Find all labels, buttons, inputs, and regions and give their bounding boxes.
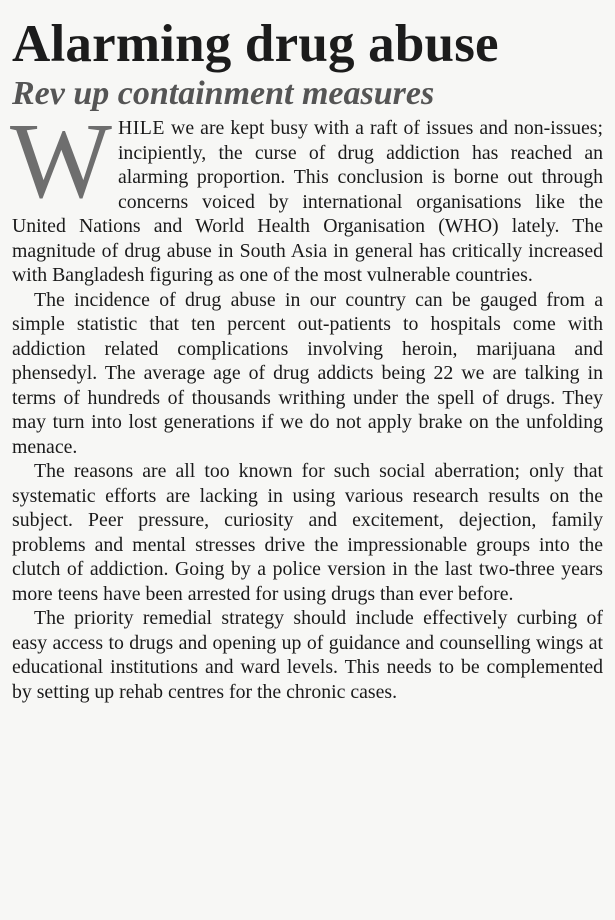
article-body [10,102,603,704]
drop-cap: W [10,102,112,221]
paragraph-3: The reasons are all too known for such social aberration; only that systematic efforts are lacking in using various research results on the subject. Peer pressure, curiosity and excitement, dejection, family problems and mental stresses drive the impressionable groups into the clutch of addiction. Going by a police version in the last two-three years more teens have been arrested for using drugs than ever before. [12,460,603,605]
lead-in: HILE [117,117,165,139]
paragraph-4: The priority remedial strategy should include effectively curbing of easy access to drugs and opening up of guidance and counselling wings at educational institutions and ward levels. This needs to be complemented by setting up rehab centres for the chronic cases. [12,607,603,703]
paragraph-2: The incidence of drug abuse in our country can be gauged from a simple statistic that ten percent out-patients to hospitals come with addiction related complications involving heroin, marijuana and phensedyl. The average age of drug addicts being 22 we are talking in terms of hundreds of thousands writhing under the spell of drugs. They may turn into lost generations if we do not apply brake on the unfolding menace. [12,288,603,458]
paragraph-1-text: we are kept busy with a raft of issues and non-issues; incipiently, the curse of drug addiction has reached an alarming proportion. This conclusion is borne out through concerns voiced by international organisations like the United Nations and World Health Organisation (WHO) lately. The magnitude of drug abuse in South Asia in general has critically increased with Bangladesh figuring as one of the most vulnerable countries. [12,117,603,286]
subheadline: Rev up containment measures [12,75,435,112]
paragraph-1 [10,102,603,288]
headline: Alarming drug abuse [12,15,499,73]
